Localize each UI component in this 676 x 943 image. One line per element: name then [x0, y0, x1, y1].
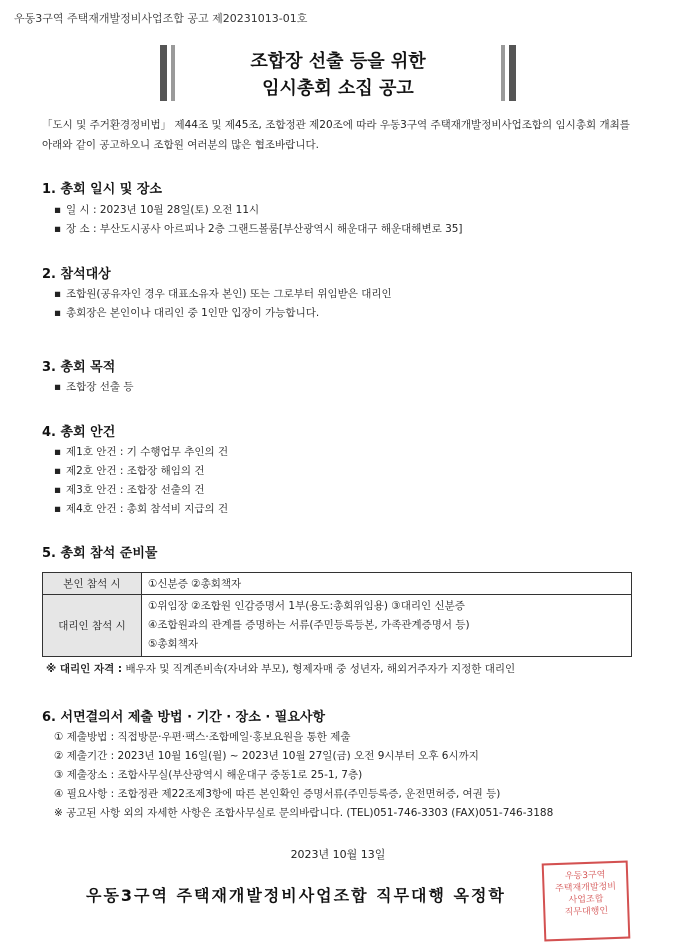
section-heading: 1. 총회 일시 및 장소 — [42, 182, 162, 197]
bullet-icon: ▪ — [54, 381, 62, 393]
proxy-item: ①위임장 ②조합원 인감증명서 1부(용도:총회위임용) ③대리인 신분증 — [148, 600, 465, 612]
preparation-table — [42, 572, 632, 657]
submission-item: ② 제출기간 : 2023년 10월 16일(월) ~ 2023년 10월 27일(금) 오전 9시부터 오후 6시까지 — [54, 750, 479, 762]
note-text: 배우자 및 직계존비속(자녀와 부모), 형제자매 중 성년자, 해외거주자가 지정한 대리인 — [125, 663, 516, 675]
title-block — [160, 45, 516, 101]
item-text: 제3호 안건 : 조합장 선출의 건 — [66, 484, 205, 496]
item-text: 제2호 안건 : 조합장 해임의 건 — [66, 465, 205, 477]
section-heading: 3. 총회 목적 — [42, 360, 116, 375]
list-item — [54, 379, 134, 394]
list-item — [54, 286, 392, 301]
list-item — [54, 202, 259, 217]
bullet-icon: ▪ — [54, 484, 62, 496]
title-line-2: 임시총회 소집 공고 — [262, 78, 414, 99]
proxy-attendance-label: 대리인 참석 시 — [43, 595, 142, 657]
submission-item: ① 제출방법 : 직접방문·우편·팩스·조합메일·홍보요원을 통한 제출 — [54, 731, 351, 743]
self-attendance-label: 본인 참석 시 — [43, 573, 142, 595]
proxy-item: ⑤총회책자 — [148, 638, 198, 650]
bullet-icon: ▪ — [54, 307, 62, 319]
list-item — [54, 463, 204, 478]
section-heading: 2. 참석대상 — [42, 267, 111, 282]
submission-item: ③ 제출장소 : 조합사무실(부산광역시 해운대구 중동1로 25-1, 7층) — [54, 769, 363, 781]
section-heading: 4. 총회 안건 — [42, 425, 116, 440]
intro-paragraph: 「도시 및 주거환경정비법」 제44조 및 제45조, 조합정관 제20조에 따라 우동3구역 주택재개발정비사업조합의 임시총회 개최를 아래와 같이 공고하오니 조합원 여러분의 많은 협조바랍니다. — [42, 119, 630, 151]
self-attendance-items: ①신분증 ②총회책자 — [142, 573, 632, 595]
list-item — [54, 305, 319, 320]
table-row — [43, 595, 632, 657]
submission-item: ④ 필요사항 : 조합정관 제22조제3항에 따른 본인확인 증명서류(주민등록증, 운전면허증, 여권 등) — [54, 788, 501, 800]
item-text: 총회장은 본인이나 대리인 중 1인만 입장이 가능합니다. — [66, 307, 320, 319]
list-item — [54, 221, 463, 236]
item-text: 제1호 안건 : 기 수행업무 추인의 건 — [66, 446, 229, 458]
notice-date: 2023년 10월 13일 — [290, 848, 386, 861]
bullet-icon: ▪ — [54, 503, 62, 515]
bullet-icon: ▪ — [54, 446, 62, 458]
list-item — [54, 482, 204, 497]
bullet-icon: ▪ — [54, 288, 62, 300]
item-text: 조합장 선출 등 — [66, 381, 134, 393]
list-item — [54, 501, 228, 516]
proxy-attendance-items — [142, 595, 632, 657]
item-text: 제4호 안건 : 총회 참석비 지급의 건 — [66, 503, 229, 515]
proxy-item: ④조합원과의 관계를 증명하는 서류(주민등록등본, 가족관계증명서 등) — [148, 619, 470, 631]
section-heading: 5. 총회 참석 준비물 — [42, 546, 158, 561]
section-heading: 6. 서면결의서 제출 방법 · 기간 · 장소 · 필요사항 — [42, 710, 326, 725]
bullet-icon: ▪ — [54, 223, 62, 235]
notice-number: 우동3구역 주택재개발정비사업조합 공고 제20231013-01호 — [14, 12, 308, 25]
item-text: 조합원(공유자인 경우 대표소유자 본인) 또는 그로부터 위임받은 대리인 — [66, 288, 392, 300]
item-text: 일 시 : 2023년 10월 28일(토) 오전 11시 — [66, 204, 260, 216]
signature-line: 우동3구역 주택재개발정비사업조합 직무대행 옥정학 — [86, 886, 506, 905]
title-line-1: 조합장 선출 등을 위한 — [250, 51, 426, 72]
item-text: 장 소 : 부산도시공사 아르피나 2층 그랜드볼룸[부산광역시 해운대구 해운대해변로 35] — [66, 223, 463, 235]
bullet-icon: ▪ — [54, 465, 62, 477]
list-item — [54, 444, 228, 459]
official-seal: 우동3구역 주택재개발정비 사업조합 직무대행인 — [542, 861, 631, 942]
submission-note: ※ 공고된 사항 외의 자세한 사항은 조합사무실로 문의바랍니다. (TEL)051-746-3303 (FAX)051-746-3188 — [54, 807, 554, 819]
table-row — [43, 573, 632, 595]
note-label: ※ 대리인 자격 : — [46, 663, 123, 675]
bullet-icon: ▪ — [54, 204, 62, 216]
proxy-qualification-note — [46, 661, 515, 676]
